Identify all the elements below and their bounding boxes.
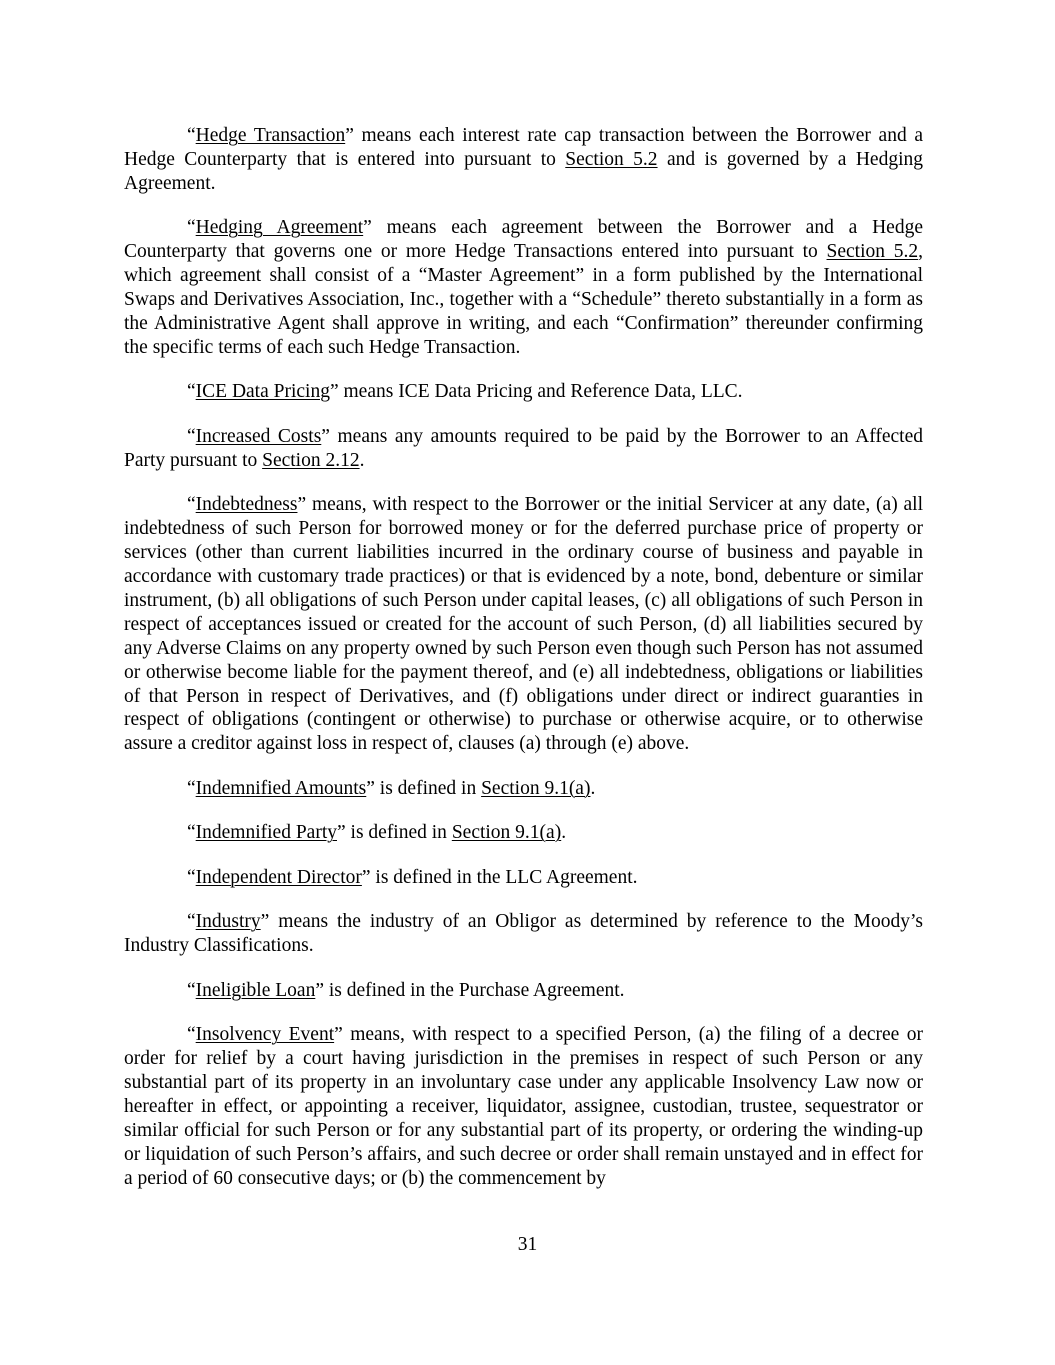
definition-text: and is governed by a Hedging Agreement. (124, 148, 923, 194)
defined-term: Ineligible Loan (195, 979, 316, 1001)
open-quote: “ (187, 866, 196, 888)
definition-text: ” means any amounts required to be paid by the Borrower to an Affected Party pursuant to (124, 425, 923, 471)
definition-text: ” means each interest rate cap transaction between the Borrower and a Hedge Counterparty that is entered into pursuant to (124, 125, 923, 170)
section-reference: Section 9.1(a) (451, 822, 562, 844)
definition-indemnified-party (124, 821, 923, 845)
page-number: 31 (517, 1234, 538, 1255)
section-reference: Section 5.2 (565, 148, 658, 170)
open-quote: “ (187, 425, 196, 447)
definition-indebtedness (124, 493, 923, 756)
definition-text: ” means, with respect to the Borrower or the initial Servicer at any date, (a) all indebtedness of such Person for borrowed money or for the deferred purchase price of property or services (other than current liabilities incurred in the ordinary course of business and payable in accordance with customary trade practices) or that is evidenced by a note, bond, debenture or similar instrument, (b) all obligations of such Person under capital leases, (c) all obligations of such Person in respect of acceptances issued or created for the account of such Person, (d) all liabilities secured by any Adverse Claims on any property owned by such Person even though such Person has not assumed or otherwise become liable for the payment thereof, and (e) all indebtedness, obligations or liabilities of that Person in respect of Derivatives, and (f) obligations under direct or indirect guaranties in respect of obligations (contingent or otherwise) to purchase or otherwise acquire, or to otherwise assure a creditor against loss in respect of, clauses (a) through (e) above. (124, 494, 923, 755)
definition-hedging-agreement (124, 216, 923, 359)
definition-text: ” is defined in the Purchase Agreement. (315, 979, 625, 1001)
open-quote: “ (187, 217, 196, 239)
definition-text: . (561, 822, 567, 844)
definition-ineligible-loan (124, 979, 923, 1003)
definition-independent-director (124, 866, 923, 890)
open-quote: “ (187, 381, 196, 403)
open-quote: “ (187, 494, 196, 516)
definition-text: ” means each agreement between the Borrower and a Hedge Counterparty that governs one or more Hedge Transactions entered into pursuant to (124, 217, 923, 263)
defined-term: Increased Costs (195, 425, 322, 447)
open-quote: “ (187, 822, 196, 844)
definition-indemnified-amounts (124, 777, 923, 801)
definition-text: ” is defined in (366, 777, 482, 799)
defined-term: Hedge Transaction (195, 125, 346, 146)
defined-term: Indebtedness (195, 494, 298, 516)
definition-insolvency-event (124, 1023, 923, 1190)
definition-ice-data-pricing (124, 380, 923, 404)
section-reference: Section 2.12 (262, 449, 360, 471)
definition-increased-costs (124, 425, 923, 473)
open-quote: “ (187, 1024, 196, 1046)
defined-term: Insolvency Event (195, 1024, 335, 1046)
open-quote: “ (187, 911, 196, 933)
open-quote: “ (187, 979, 196, 1001)
definition-industry (124, 910, 923, 958)
defined-term: Indemnified Party (195, 822, 337, 844)
open-quote: “ (187, 125, 196, 146)
section-reference: Section 5.2 (826, 241, 919, 263)
definition-text: . (359, 449, 365, 471)
definition-text: ” means, with respect to a specified Person, (a) the filing of a decree or order for relief by a court having jurisdiction in the premises in respect of such Person or any substantial part of its property in an involuntary case under any applicable Insolvency Law now or hereafter in effect, or appointing a receiver, liquidator, assignee, custodian, trustee, sequestrator or similar official for such Person or for any substantial part of its property, or ordering the winding-up or liquidation of such Person’s affairs, and such decree or order shall remain unstayed and in effect for a period of 60 consecutive days; or (b) the commencement by (124, 1024, 923, 1189)
open-quote: “ (187, 777, 196, 799)
definition-text: . (590, 777, 596, 799)
definition-text: , which agreement shall consist of a “Master Agreement” in a form published by the International Swaps and Derivatives Association, Inc., together with a “Schedule” thereto substantially in a form as the Administrative Agent shall approve in writing, and each “Confirmation” thereunder confirming the specific terms of each such Hedge Transaction. (124, 241, 923, 358)
definition-text: ” means the industry of an Obligor as determined by reference to the Moody’s Industry Classifications. (124, 911, 923, 957)
defined-term: Hedging Agreement (195, 217, 364, 239)
definition-text: ” is defined in (337, 822, 452, 844)
section-reference: Section 9.1(a) (481, 777, 591, 799)
defined-term: Indemnified Amounts (195, 777, 367, 799)
definitions-body (124, 124, 923, 1191)
defined-term: Independent Director (195, 866, 362, 888)
definition-hedge-transaction (124, 124, 923, 196)
definition-text: ” means ICE Data Pricing and Reference Data, LLC. (329, 381, 743, 403)
definition-text: ” is defined in the LLC Agreement. (361, 866, 638, 888)
defined-term: ICE Data Pricing (195, 381, 330, 403)
defined-term: Industry (195, 911, 261, 933)
